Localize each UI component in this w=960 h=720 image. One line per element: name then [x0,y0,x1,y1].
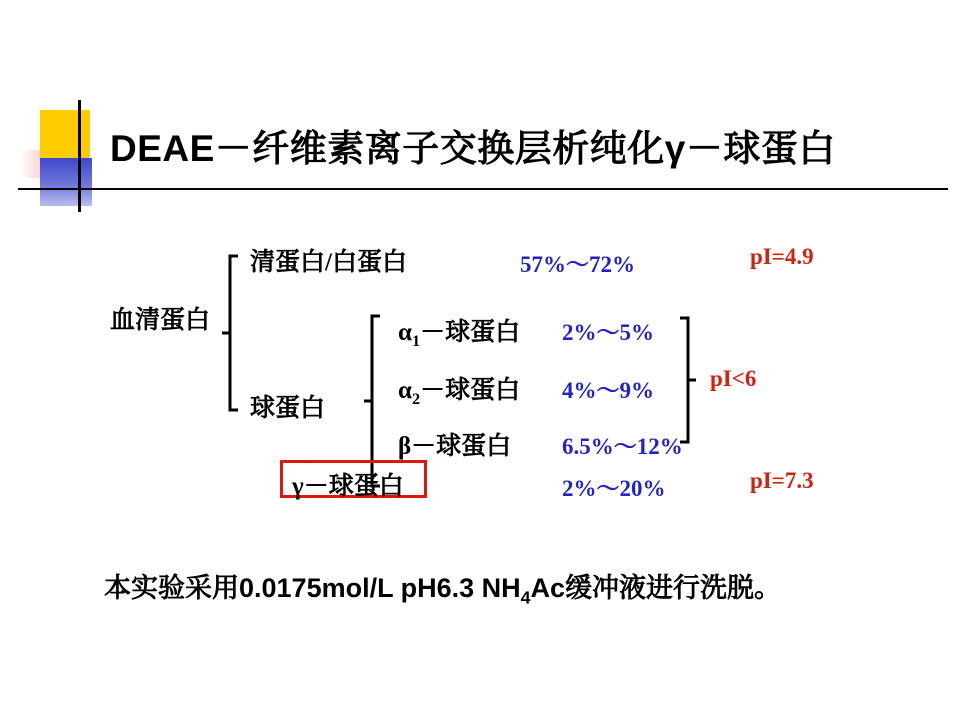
greek-alpha1: α [398,319,412,346]
footer-note-subscript: 4 [520,587,531,608]
label-serum-protein: 血清蛋白 [110,307,211,334]
percent-albumin: 57%～72% [520,252,635,277]
decoration-yellow-square [40,110,90,158]
percent-beta: 6.5%～12% [562,434,683,459]
label-beta-globulin [398,426,511,462]
percent-alpha1: 2%～5% [562,320,654,345]
pi-gamma: pI=7.3 [750,468,814,493]
decoration-blue-square [40,158,92,206]
decoration-horizontal-line [18,188,948,190]
greek-beta: β [398,433,412,460]
percent-alpha2: 4%～9% [562,378,654,403]
footer-note-prefix: 本实验采用0.0175mol/L pH6.3 NH [104,573,521,603]
greek-alpha2: α [398,377,412,404]
suffix-alpha1: －球蛋白 [420,319,521,346]
label-globulin: 球蛋白 [250,395,326,422]
suffix-alpha2: －球蛋白 [420,377,521,404]
footer-note [104,566,934,608]
page-title: DEAE－纤维素离子交换层析纯化γ－球蛋白 [110,128,836,169]
label-albumin: 清蛋白/白蛋白 [250,249,407,276]
title-block [0,96,960,216]
footer-note-suffix: Ac缓冲液进行洗脱。 [530,573,782,603]
decoration-vertical-line [78,100,81,212]
subscript-alpha2: 2 [411,390,421,408]
subscript-alpha1: 1 [411,332,421,350]
label-alpha2-globulin [398,370,520,409]
suffix-beta: －球蛋白 [411,433,512,460]
percent-gamma: 2%～20% [562,476,666,501]
suffix-gamma: －球蛋白 [303,473,404,500]
pi-group-globulins: pI<6 [710,366,757,391]
serum-protein-diagram [110,238,910,528]
label-alpha1-globulin [398,312,520,351]
label-gamma-globulin [292,466,404,502]
greek-gamma: γ [292,473,304,500]
pi-albumin: pI=4.9 [750,244,814,269]
